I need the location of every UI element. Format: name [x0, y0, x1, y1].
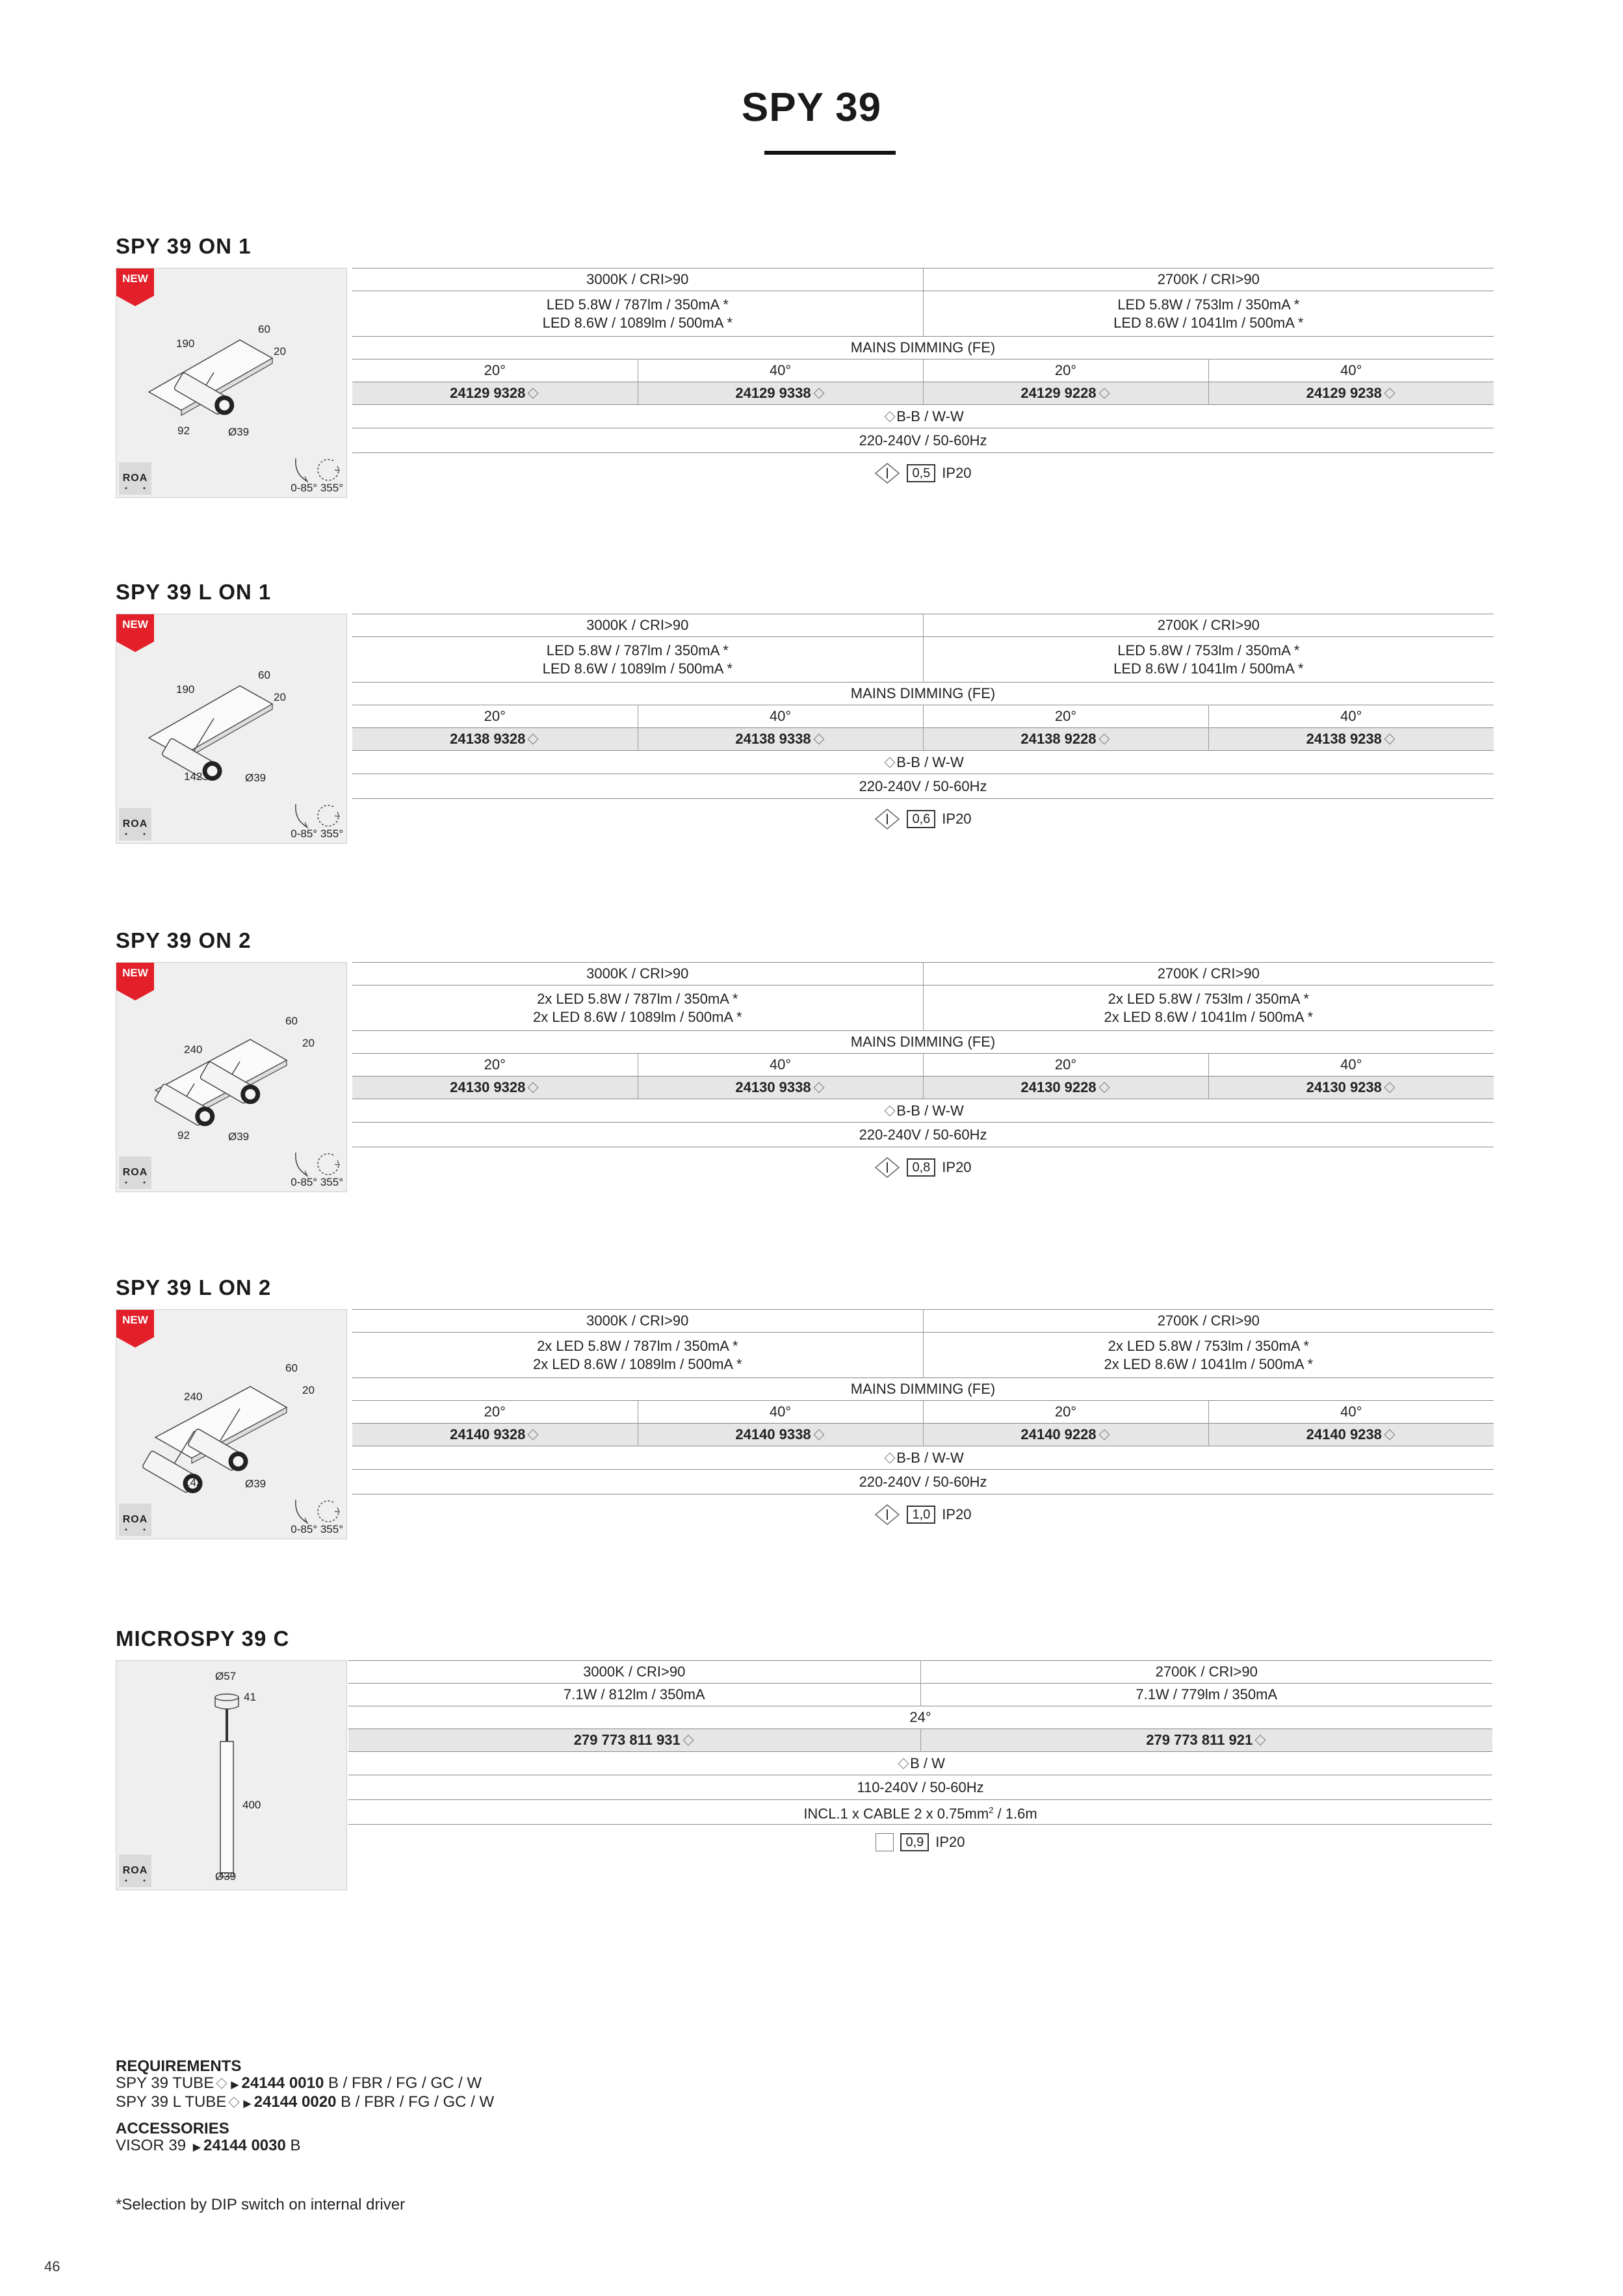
dim-drop: 142	[184, 770, 203, 783]
voltage: 110-240V / 50-60Hz	[348, 1775, 1492, 1800]
led-spec: LED 5.8W / 787lm / 350mA * LED 8.6W / 1089lm / 500mA *	[352, 291, 923, 337]
led-spec: LED 5.8W / 787lm / 350mA * LED 8.6W / 1089lm / 500mA *	[352, 637, 923, 683]
triangle-icon: ▶	[231, 2080, 239, 2091]
product-code: 279 773 811 931	[348, 1729, 920, 1752]
dim-length: 190	[176, 337, 195, 350]
diamond-icon	[813, 734, 824, 745]
diamond-icon	[885, 1452, 896, 1463]
dim-width: 60	[258, 323, 270, 335]
dim-width: 60	[285, 1362, 298, 1374]
dimming: MAINS DIMMING (FE)	[352, 1378, 1494, 1401]
weight-box: 0,5	[907, 464, 935, 482]
dim-length: 400	[242, 1799, 261, 1811]
product-code: 24129 9328	[352, 382, 638, 405]
finish: B-B / W-W	[352, 1446, 1494, 1470]
cct-header: 3000K / CRI>90	[352, 268, 923, 291]
rotation-icon	[291, 800, 343, 830]
diamond-icon	[229, 2096, 240, 2107]
product-image	[116, 268, 347, 498]
title-rule	[764, 151, 896, 155]
finish: B-B / W-W	[352, 1099, 1494, 1123]
product-code: 24138 9238	[1208, 728, 1494, 751]
beam-angle: 40°	[638, 359, 923, 382]
diamond-icon	[1098, 1429, 1110, 1441]
diamond-icon	[1384, 1082, 1395, 1093]
voltage: 220-240V / 50-60Hz	[352, 1470, 1494, 1494]
ip-rating: IP20	[942, 1506, 972, 1522]
product-code: 24138 9338	[638, 728, 923, 751]
weight-box: 1,0	[907, 1506, 935, 1524]
diamond-icon	[813, 388, 824, 399]
product-code: 24140 9338	[638, 1424, 923, 1446]
roa-logo	[119, 1855, 151, 1887]
beam-angle: 20°	[923, 1054, 1208, 1076]
beam-angle: 40°	[1208, 705, 1494, 728]
diamond-icon	[1384, 734, 1395, 745]
dim-height: 20	[274, 345, 286, 358]
product-code: 24129 9228	[923, 382, 1208, 405]
accessories-title: ACCESSORIES	[116, 2120, 229, 2137]
diamond-icon	[885, 411, 896, 422]
beam-angle: 20°	[923, 359, 1208, 382]
class-i-icon	[874, 1156, 900, 1179]
led-spec: 2x LED 5.8W / 753lm / 350mA * 2x LED 8.6W / 1041lm / 500mA *	[923, 1333, 1494, 1378]
diamond-icon	[813, 1082, 824, 1093]
beam-angle: 20°	[923, 705, 1208, 728]
dim-height: 20	[302, 1384, 315, 1396]
spec-table	[352, 1309, 1494, 1537]
rotation-icon	[291, 1496, 343, 1526]
diamond-icon	[885, 757, 896, 768]
dim-canopy: Ø57	[215, 1670, 237, 1682]
new-badge-text: NEW	[122, 272, 148, 285]
beam-angle: 20°	[352, 1054, 638, 1076]
triangle-icon: ▶	[192, 2142, 201, 2153]
beam-angle: 40°	[1208, 359, 1494, 382]
cct-header: 3000K / CRI>90	[352, 963, 923, 985]
product-code: 279 773 811 921	[920, 1729, 1492, 1752]
requirement-line: SPY 39 TUBE ▶ 24144 0010 B / FBR / FG / GC / W	[116, 2075, 494, 2094]
ip-rating: IP20	[935, 1834, 965, 1851]
accessory-line: VISOR 39 ▶ 24144 0030 B	[116, 2137, 494, 2156]
beam-angle: 20°	[923, 1401, 1208, 1424]
dim-length: 240	[184, 1390, 203, 1403]
ip-rating: IP20	[942, 810, 972, 827]
roa-text: ROA	[122, 1865, 148, 1876]
product-code: 24129 9338	[638, 382, 923, 405]
cct-header: 2700K / CRI>90	[923, 268, 1494, 291]
diamond-icon	[216, 2078, 227, 2089]
dim-length: 190	[176, 683, 195, 696]
class-i-icon	[874, 808, 900, 830]
requirements-title: REQUIREMENTS	[116, 2057, 242, 2075]
product-code: 24140 9228	[923, 1424, 1208, 1446]
finish: B-B / W-W	[352, 751, 1494, 774]
finish: B / W	[348, 1752, 1492, 1775]
led-spec: LED 5.8W / 753lm / 350mA * LED 8.6W / 1041lm / 500mA *	[923, 637, 1494, 683]
diamond-icon	[1098, 388, 1110, 399]
led-spec: LED 5.8W / 753lm / 350mA * LED 8.6W / 1041lm / 500mA *	[923, 291, 1494, 337]
cct-header: 2700K / CRI>90	[923, 614, 1494, 637]
diamond-icon	[1255, 1735, 1266, 1746]
diamond-icon	[528, 1429, 539, 1441]
product-code: 24138 9228	[923, 728, 1208, 751]
diamond-icon	[1384, 388, 1395, 399]
roa-logo	[119, 808, 151, 841]
dim-length: 240	[184, 1043, 203, 1056]
product-image	[116, 614, 347, 844]
diamond-icon	[528, 388, 539, 399]
roa-logo	[119, 1156, 151, 1189]
beam-angle: 40°	[638, 1401, 923, 1424]
dim-diameter: Ø39	[245, 1478, 266, 1490]
footnote: *Selection by DIP switch on internal driver	[116, 2196, 406, 2213]
diamond-icon	[1098, 734, 1110, 745]
product-code: 24130 9338	[638, 1076, 923, 1099]
dim-height: 20	[274, 691, 286, 703]
diamond-icon	[682, 1735, 694, 1746]
new-badge-text: NEW	[122, 618, 148, 631]
diamond-icon	[885, 1105, 896, 1116]
dim-drop: 142	[184, 1476, 203, 1489]
dim-drop: 92	[177, 1129, 190, 1141]
rotation-label: 0-85° 355°	[291, 1176, 343, 1188]
rotation-label: 0-85° 355°	[291, 1523, 343, 1535]
dim-diameter: Ø39	[228, 426, 250, 438]
diamond-icon	[813, 1429, 824, 1441]
diamond-icon	[1098, 1082, 1110, 1093]
roa-logo	[119, 462, 151, 495]
cct-header: 3000K / CRI>90	[352, 1310, 923, 1333]
page-number: 46	[44, 2258, 60, 2275]
rotation-icon	[291, 454, 343, 484]
dimming: MAINS DIMMING (FE)	[352, 683, 1494, 705]
cct-header: 2700K / CRI>90	[923, 1310, 1494, 1333]
ip-rating: IP20	[942, 464, 972, 481]
voltage: 220-240V / 50-60Hz	[352, 1123, 1494, 1147]
roa-text: ROA	[122, 1514, 148, 1525]
diamond-icon	[898, 1758, 909, 1769]
led-spec: 7.1W / 779lm / 350mA	[920, 1684, 1492, 1706]
spec-table	[348, 1660, 1492, 1861]
product-code: 24130 9238	[1208, 1076, 1494, 1099]
led-spec: 2x LED 5.8W / 787lm / 350mA * 2x LED 8.6W / 1089lm / 500mA *	[352, 1333, 923, 1378]
triangle-icon: ▶	[243, 2098, 252, 2109]
dim-drop: 92	[177, 424, 190, 437]
roa-logo	[119, 1504, 151, 1536]
product-image	[116, 1660, 347, 1890]
class-ii-icon	[876, 1833, 894, 1851]
product-code: 24129 9238	[1208, 382, 1494, 405]
product-image	[116, 962, 347, 1192]
cable: INCL.1 x CABLE 2 x $0.75mm^2 / 1.6m$	[348, 1800, 1492, 1825]
dim-diameter: Ø39	[228, 1130, 250, 1143]
product-code: 24140 9328	[352, 1424, 638, 1446]
led-spec: 2x LED 5.8W / 753lm / 350mA * 2x LED 8.6W / 1041lm / 500mA *	[923, 985, 1494, 1031]
roa-text: ROA	[122, 473, 148, 484]
cct-header: 3000K / CRI>90	[352, 614, 923, 637]
footer-notes	[116, 2058, 494, 2156]
class-i-icon	[874, 462, 900, 484]
weight-box: 0,6	[907, 810, 935, 828]
product-code: 24130 9328	[352, 1076, 638, 1099]
section-title: SPY 39 L ON 1	[116, 580, 272, 604]
requirement-line: SPY 39 L TUBE ▶ 24144 0020 B / FBR / FG / GC / W	[116, 2094, 494, 2113]
voltage: 220-240V / 50-60Hz	[352, 428, 1494, 453]
dim-width: 60	[258, 669, 270, 681]
finish: B-B / W-W	[352, 405, 1494, 428]
dimming: MAINS DIMMING (FE)	[352, 1031, 1494, 1054]
product-code: 24130 9228	[923, 1076, 1208, 1099]
weight-box: 0,9	[900, 1833, 929, 1851]
beam-angle: 20°	[352, 359, 638, 382]
diamond-icon	[528, 1082, 539, 1093]
beam-angle: 20°	[352, 1401, 638, 1424]
class-i-icon	[874, 1504, 900, 1526]
section-title: SPY 39 ON 1	[116, 234, 252, 258]
diamond-icon	[1384, 1429, 1395, 1441]
product-code: 24140 9238	[1208, 1424, 1494, 1446]
dim-width: 60	[285, 1015, 298, 1027]
cct-header: 3000K / CRI>90	[348, 1661, 920, 1684]
beam-angle: 40°	[1208, 1401, 1494, 1424]
beam-angle: 40°	[1208, 1054, 1494, 1076]
spec-table	[352, 962, 1494, 1190]
rotation-label: 0-85° 355°	[291, 828, 343, 840]
ip-rating: IP20	[942, 1158, 972, 1175]
cct-header: 2700K / CRI>90	[923, 963, 1494, 985]
voltage: 220-240V / 50-60Hz	[352, 774, 1494, 799]
weight-box: 0,8	[907, 1158, 935, 1177]
new-badge-text: NEW	[122, 1314, 148, 1326]
beam-angle: 24°	[348, 1706, 1492, 1729]
page-title: SPY 39	[741, 85, 882, 130]
roa-text: ROA	[122, 818, 148, 829]
dim-diameter: Ø39	[215, 1870, 237, 1883]
dim-diameter: Ø39	[245, 772, 266, 784]
section-title: SPY 39 L ON 2	[116, 1275, 272, 1299]
spec-table	[352, 614, 1494, 842]
roa-text: ROA	[122, 1167, 148, 1178]
section-title: SPY 39 ON 2	[116, 928, 252, 952]
beam-angle: 40°	[638, 705, 923, 728]
beam-angle: 40°	[638, 1054, 923, 1076]
rotation-icon	[291, 1149, 343, 1179]
led-spec: 7.1W / 812lm / 350mA	[348, 1684, 920, 1706]
rotation-label: 0-85° 355°	[291, 482, 343, 494]
new-badge-text: NEW	[122, 967, 148, 979]
product-code: 24138 9328	[352, 728, 638, 751]
product-image	[116, 1309, 347, 1539]
led-spec: 2x LED 5.8W / 787lm / 350mA * 2x LED 8.6W / 1089lm / 500mA *	[352, 985, 923, 1031]
spec-table	[352, 268, 1494, 496]
section-title: MICROSPY 39 C	[116, 1626, 290, 1650]
dim-height: 20	[302, 1037, 315, 1049]
beam-angle: 20°	[352, 705, 638, 728]
dimming: MAINS DIMMING (FE)	[352, 337, 1494, 359]
cct-header: 2700K / CRI>90	[920, 1661, 1492, 1684]
diamond-icon	[528, 734, 539, 745]
dim-canopy-h: 41	[244, 1691, 256, 1703]
